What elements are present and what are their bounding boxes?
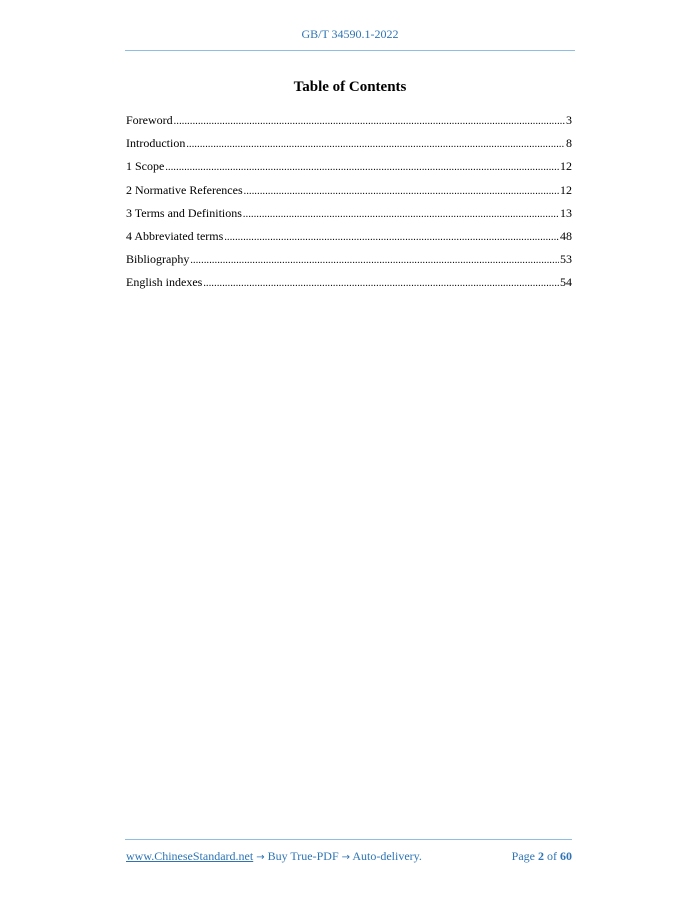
toc-leader-dots [244, 184, 559, 200]
toc-entry-page: 12 [560, 159, 572, 174]
page-title: Table of Contents [293, 79, 407, 95]
toc-entry-page: 3 [566, 113, 572, 127]
toc-entry-abbreviated-terms[interactable] [126, 228, 572, 251]
toc-entry-label: Bibliography [126, 252, 190, 267]
page-footer [126, 849, 572, 864]
toc-entry-label: 1 Scope [126, 159, 165, 174]
toc-entry-label: Foreword [126, 113, 173, 127]
toc-entry-terms-definitions[interactable] [126, 205, 572, 228]
toc-leader-dots [224, 230, 559, 246]
buy-true-pdf-text: Buy True-PDF [267, 849, 339, 863]
toc-entry-label: 4 Abbreviated terms [126, 228, 224, 243]
toc-entry-label: 3 Terms and Definitions [126, 205, 242, 220]
toc-entry-normative-references[interactable] [126, 182, 572, 205]
toc-entry-foreword[interactable] [126, 112, 572, 135]
footer-promo [126, 849, 422, 864]
page-number [512, 849, 572, 864]
toc-leader-dots [165, 160, 559, 176]
toc-entry-page: 48 [560, 228, 572, 243]
toc-entry-label: English indexes [126, 275, 203, 290]
toc-entry-page: 53 [560, 252, 572, 267]
footer-rule [125, 839, 572, 840]
toc-leader-dots [203, 276, 559, 292]
toc-entry-page: 8 [566, 136, 572, 151]
toc-leader-dots [190, 253, 559, 269]
table-of-contents [126, 112, 572, 298]
toc-entry-bibliography[interactable] [126, 251, 572, 274]
page-header-code: GB/T 34590.1-2022 [301, 27, 399, 41]
page-of: of [547, 849, 557, 863]
toc-entry-page: 54 [560, 275, 572, 290]
toc-leader-dots [174, 114, 565, 130]
toc-entry-page: 12 [560, 182, 572, 197]
toc-leader-dots [186, 137, 565, 153]
toc-entry-english-indexes[interactable] [126, 274, 572, 297]
toc-entry-page: 13 [560, 205, 572, 220]
header-rule [125, 50, 575, 51]
toc-entry-label: Introduction [126, 136, 186, 151]
page-total: 60 [560, 849, 572, 863]
toc-entry-introduction[interactable] [126, 135, 572, 158]
page-current: 2 [538, 849, 544, 863]
website-link[interactable]: www.ChineseStandard.net [126, 849, 254, 863]
page-word: Page [511, 849, 535, 863]
arrow-right-icon: → [256, 852, 265, 863]
toc-entry-label: 2 Normative References [126, 182, 243, 197]
arrow-right-icon: → [341, 852, 351, 863]
auto-delivery-text: Auto-delivery. [352, 849, 422, 863]
toc-entry-scope[interactable] [126, 158, 572, 181]
toc-leader-dots [243, 207, 559, 223]
